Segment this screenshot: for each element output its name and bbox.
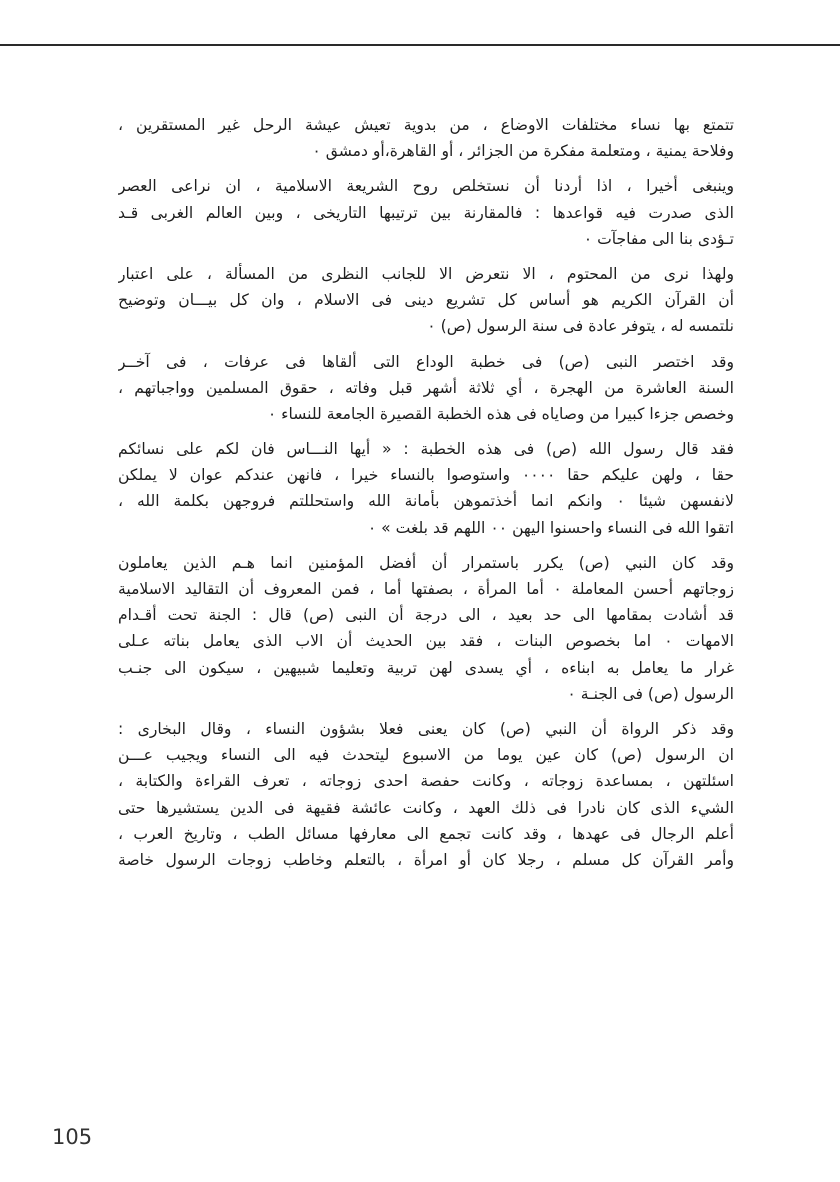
text-line: وقد ذكر الرواة أن النبي (ص) كان يعنى فعلا بشؤون النساء ، وقال البخارى :: [118, 719, 734, 738]
text-line: تتمتع بها نساء مختلفات الاوضاع ، من بدوية تعيش عيشة الرحل غير المستقرين ،: [118, 116, 734, 134]
text-line: اسئلتهن ، بمساعدة زوجاته ، وكانت حفصة احدى زوجاته ، تعرف القراءة والكتابة ،: [118, 772, 734, 791]
paragraph: [118, 716, 734, 873]
text-line: الامهات ٠ اما بخصوص البنات ، فقد بين الحديث أن الاب الذى يعامل بناته عـلى: [118, 632, 734, 651]
text-line: وأمر القرآن كل مسلم ، رجلا كان أو امرأة ، بالتعلم وخاطب زوجات الرسول خاصة: [118, 850, 734, 869]
text-line: حقا ، ولهن عليكم حقا ٠٠٠٠ واستوصوا بالنساء خيرا ، فانهن عندكم عوان لا يملكن: [118, 466, 734, 485]
paragraph: [118, 436, 734, 541]
text-line: وقد كان النبي (ص) يكرر باستمرار أن أفضل المؤمنين انما هـم الذين يعاملون: [118, 553, 734, 572]
text-line: وفلاحة يمنية ، ومتعلمة مفكرة من الجزائر ، أو القاهرة،أو دمشق ٠: [312, 142, 734, 161]
paragraph: [118, 349, 734, 428]
text-line: وينبغى أخيرا ، اذا أردنا أن نستخلص روح الشريعة الاسلامية ، ان نراعى العصر: [118, 177, 734, 196]
paragraph: [118, 261, 734, 340]
text-line: فقد قال رسول الله (ص) فى هذه الخطبة : « أيها النـــاس فان لكم على نسائكم: [118, 440, 734, 459]
paragraph: [118, 112, 734, 164]
text-line: ان الرسول (ص) كان عين يوما من الاسبوع ليتحدث فيه الى النساء ويجيب عـــن: [118, 746, 734, 765]
text-line: قد أشادت بمقامها الى حد بعيد ، الى درجة أن النبى (ص) قال : الجنة تحت أقـدام: [118, 606, 734, 625]
page-body: [118, 112, 734, 882]
text-line: الرسول (ص) فى الجنـة ٠: [567, 684, 734, 703]
header-rule: [0, 44, 840, 46]
text-line: وقد اختصر النبى (ص) فى خطبة الوداع التى ألقاها فى عرفات ، فى آخــر: [118, 352, 734, 371]
paragraph: [118, 550, 734, 707]
text-line: غرار ما يعامل به ابناءه ، أي يسدى لهن تربية وتعليما شبيهين ، سيكون الى جنـب: [118, 658, 734, 677]
text-line: تـؤدى بنا الى مفاجآت ٠: [583, 229, 734, 248]
text-line: وخصص جزءا كبيرا من وصاياه فى هذه الخطبة القصيرة الجامعة للنساء ٠: [267, 404, 734, 423]
text-line: أعلم الرجال فى عهدها ، وقد كانت تجمع الى معارفها مسائل الطب ، وتاريخ العرب ،: [118, 824, 734, 843]
text-line: نلتمسه له ، يتوفر عادة فى سنة الرسول (ص) ٠: [427, 317, 734, 336]
text-line: اتقوا الله فى النساء واحسنوا اليهن ٠٠ اللهم قد بلغت » ٠: [367, 518, 734, 537]
paragraph: [118, 173, 734, 252]
text-line: السنة العاشرة من الهجرة ، أي ثلاثة أشهر قبل وفاته ، حقوق المسلمين وواجباتهم ،: [118, 378, 734, 397]
text-line: ولهذا نرى من المحتوم ، الا نتعرض الا للجانب النظرى من المسألة ، على اعتبار: [118, 264, 734, 283]
text-line: زوجاتهم أحسن المعاملة ٠ أما المرأة ، بصفتها أما ، فمن المعروف أن التقاليد الاسلامية: [118, 580, 734, 598]
text-line: الذى صدرت فيه قواعدها : فالمقارنة بين ترتيبها التاريخى ، وبين العالم الغربى قـد: [118, 203, 734, 222]
page-number: 105: [52, 1125, 93, 1149]
text-line: لانفسهن شيئا ٠ وانكم انما أخذتموهن بأمانة الله واستحللتم فروجهن بكلمة الله ،: [118, 492, 734, 511]
text-line: الشيء الذى كان نادرا فى ذلك العهد ، وكانت عائشة فقيهة فى الدين يستشيرها حتى: [118, 798, 734, 817]
text-line: أن القرآن الكريم هو أساس كل تشريع دينى فى الاسلام ، وان كل بيـــان وتوضيح: [118, 291, 734, 310]
